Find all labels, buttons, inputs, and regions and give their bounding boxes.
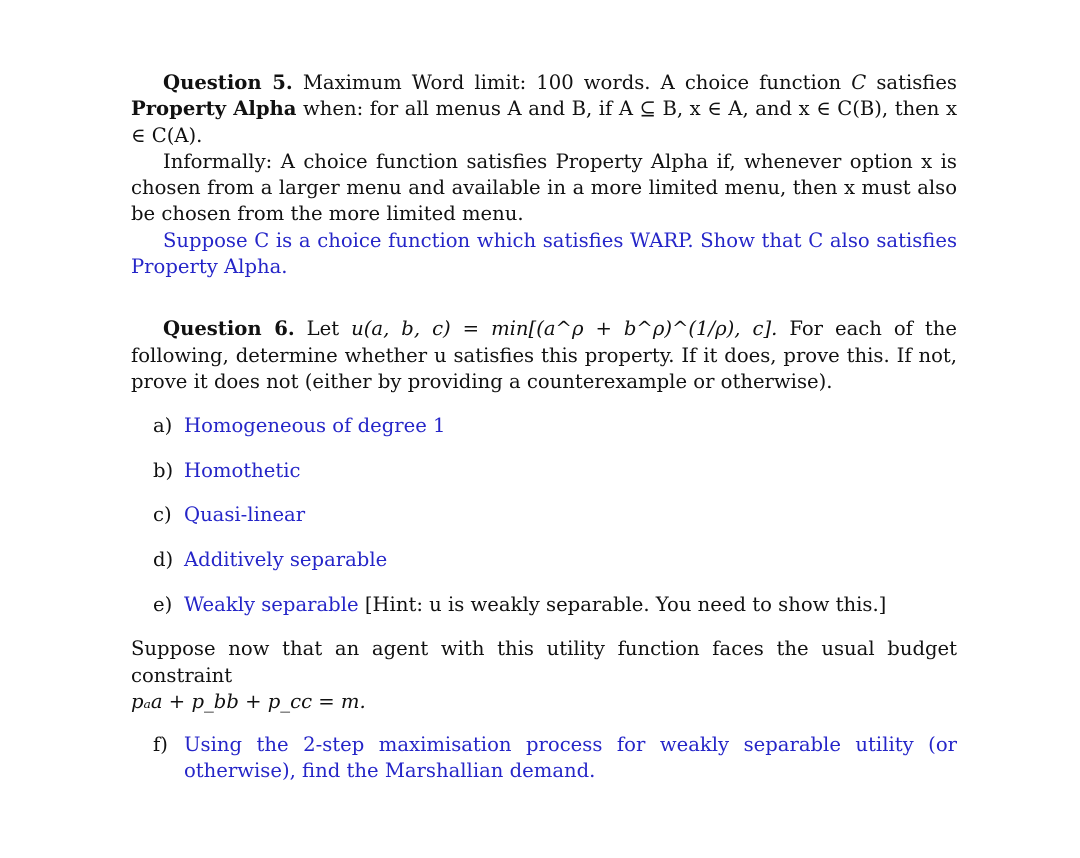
choice-function-variable: C [851,71,867,94]
question-6-heading: Question 6. [163,317,295,341]
item-label: d) [153,548,174,572]
question-6-intro [131,316,957,395]
item-label: e) [153,592,173,616]
question-5-intro: Maximum Word limit: 100 words. A choice function [292,71,852,94]
item-hint: [Hint: u is weakly separable. You need to show this.] [358,592,887,616]
utility-formula: u(a, b, c) = min[(a^ρ + b^ρ)^(1/ρ), c]. [351,317,778,341]
question-5-heading: Question 5. [163,71,293,94]
question-5-informal: Informally: A choice function satisfies Property Alpha if, whenever option x is chosen from a larger menu and available in a more limited menu, then x must also be chosen from the more limited menu. [131,149,957,226]
part-f-list [131,732,957,785]
question-5-definition [131,70,957,149]
list-item [153,547,957,573]
list-item [153,502,957,528]
property-list [131,413,957,618]
item-label: f) [153,733,168,757]
item-label: c) [153,503,172,527]
item-text: Using the 2-step maximisation process for weakly separable utility (or otherwise), find the Marshallian demand. [184,733,957,783]
item-text: Weakly separable [184,592,359,616]
question-6-intro-b: For each of the following, determine whether u satisfies this property. If it does, prove this. If not, prove it does not (either by providing a counterexample or otherwise). [131,317,958,393]
item-text: Homogeneous of degree 1 [184,414,446,438]
budget-equation: pₐa + p_bb + p_cc = m. [131,689,366,713]
list-item [153,592,957,618]
question-5-task: Suppose C is a choice function which satisfies WARP. Show that C also satisfies Property Alpha. [131,228,957,279]
item-text: Quasi-linear [184,503,306,527]
property-alpha-term: Property Alpha [131,97,297,121]
item-text: Additively separable [184,548,388,572]
document-page [131,70,957,785]
item-label: a) [153,414,173,438]
list-item [153,458,957,484]
question-6-intro-a: Let [294,317,352,341]
item-text: Homothetic [184,458,301,482]
question-5-mid: satisfies [866,71,957,94]
item-label: b) [153,458,174,482]
property-alpha-definition: when: for all menus A and B, if A ⊆ B, x ∈ A, and x ∈ C(B), then x ∈ C(A). [131,97,957,147]
budget-text: Suppose now that an agent with this utility function faces the usual budget constraint [131,637,957,687]
list-item [153,413,957,439]
budget-paragraph [131,636,957,715]
list-item [153,732,957,785]
